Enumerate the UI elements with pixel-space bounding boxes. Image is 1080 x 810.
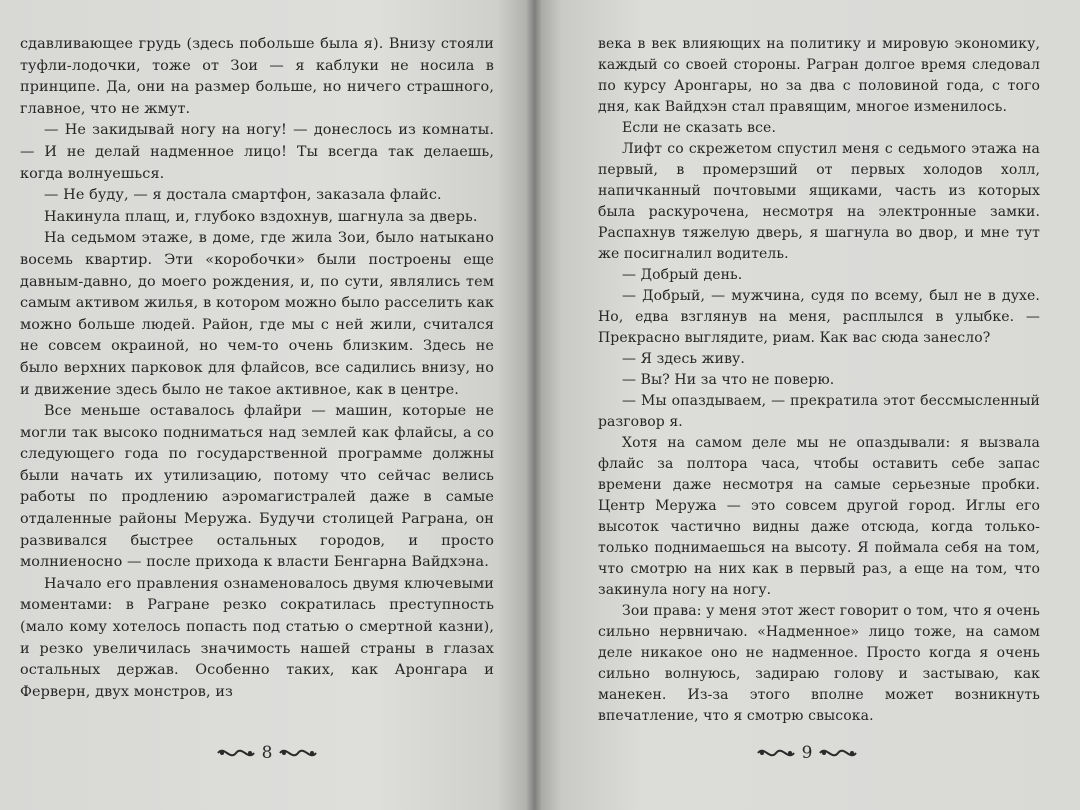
- ornament-left-icon: [216, 745, 256, 761]
- paragraph: Начало его правления ознаменовалось двумя ключевыми моментами: в Рагране резко сократилась преступность (мало кому хотелось попасть под статью о смертной казни), и резко увеличилась значимость нашей страны в глазах остальных держав. Особенно таких, как Аронгара и Ферверн, двух монстров, из: [20, 575, 494, 700]
- paragraph: сдавливающее грудь (здесь побольше была я). Внизу стояли туфли-лодочки, тоже от Зои — я каблуки не носила в принципе. Да, они на размер больше, но ничего страшного, главное, что не жмут.: [20, 36, 494, 117]
- paragraph: — Добрый день.: [622, 267, 743, 283]
- paragraph: Зои права: у меня этот жест говорит о том, что я очень сильно нервничаю. «Надменное» лицо тоже, на самом деле никакое оно не надменное. Просто когда я очень сильно волнуюсь, задираю голову и застываю, как манекен. Из-за этого вполне может возникнуть впечатление, что я смотрю свысока.: [598, 603, 1040, 724]
- paragraph: Лифт со скрежетом спустил меня с седьмого этажа на первый, в промерзший от первых холодов холл, напичканный почтовыми ящиками, часть из которых была раскурочена, несмотря на электронные замки. Распахнув тяжелую дверь, я шагнула во двор, и мне тут же посигналил водитель.: [598, 141, 1040, 262]
- paragraph: — Не закидывай ногу на ногу! — донеслось из комнаты. — И не делай надменное лицо! Ты всегда так делаешь, когда волнуешься.: [20, 122, 494, 182]
- paragraph: — Не буду, — я достала смартфон, заказала флайс.: [44, 187, 442, 204]
- paragraph: века в век влияющих на политику и мировую экономику, каждый со своей стороны. Рагран долгое время следовал по курсу Аронгары, но за два с половиной года, с того дня, как Вайдхэн стал правящим, многое изменилось.: [598, 36, 1040, 115]
- paragraph: — Мы опаздываем, — прекратила этот бессмысленный разговор я.: [598, 393, 1040, 430]
- right-page: [534, 0, 1080, 810]
- paragraph: На седьмом этаже, в доме, где жила Зои, было натыкано восемь квартир. Эти «коробочки» были построены еще давным-давно, до моего рождения, и, по сути, являлись тем самым активом жилья, в котором можно было расселить как можно больше людей. Район, где мы с ней жили, считался не совсем окраиной, но чем-то очень близким. Здесь не было верхних парковок для флайсов, все садились внизу, но и движение здесь было не такое активное, как в центре.: [20, 230, 494, 398]
- paragraph: Хотя на самом деле мы не опаздывали: я вызвала флайс за полтора часа, чтобы оставить себе запас времени даже несмотря на самые серьезные пробки. Центр Меружа — это совсем другой город. Иглы его высоток частично видны даже отсюда, когда только-только поднимаешься на высоту. Я поймала себя на том, что смотрю на них как в первый раз, а еще на том, что закинула ногу на ногу.: [598, 435, 1040, 598]
- paragraph: — Я здесь живу.: [622, 351, 745, 367]
- paragraph: — Добрый, — мужчина, судя по всему, был не в духе. Но, едва взглянув на меня, расплылся в улыбке. — Прекрасно выглядите, риам. Как вас сюда занесло?: [598, 288, 1040, 346]
- left-page: [0, 0, 534, 810]
- right-page-text: [598, 34, 1040, 727]
- paragraph: Все меньше оставалось флайри — машин, которые не могли так высоко подниматься над землей как флайсы, а со следующего года по государственной программе должны были начать их утилизацию, потому что сейчас велись работы по продлению аэромагистралей даже в самые отдаленные районы Меружа. Будучи столицей Раграна, он развивался быстрее остальных городов, и просто молниеносно — после прихода к власти Бенгарна Вайдхэна.: [20, 403, 494, 571]
- paragraph: Накинула плащ, и, глубоко вздохнув, шагнула за дверь.: [44, 208, 478, 225]
- ornament-left-icon: [756, 745, 796, 761]
- right-folio: [534, 741, 1080, 765]
- left-folio: [0, 741, 534, 765]
- paragraph: Если не сказать все.: [622, 120, 776, 136]
- book-spine-gutter: [526, 0, 542, 810]
- page-number-right: 9: [801, 743, 813, 763]
- ornament-right-icon: [278, 745, 318, 761]
- ornament-right-icon: [818, 745, 858, 761]
- page-number-left: 8: [261, 743, 273, 763]
- left-page-text: [20, 34, 494, 703]
- paragraph: — Вы? Ни за что не поверю.: [622, 372, 835, 388]
